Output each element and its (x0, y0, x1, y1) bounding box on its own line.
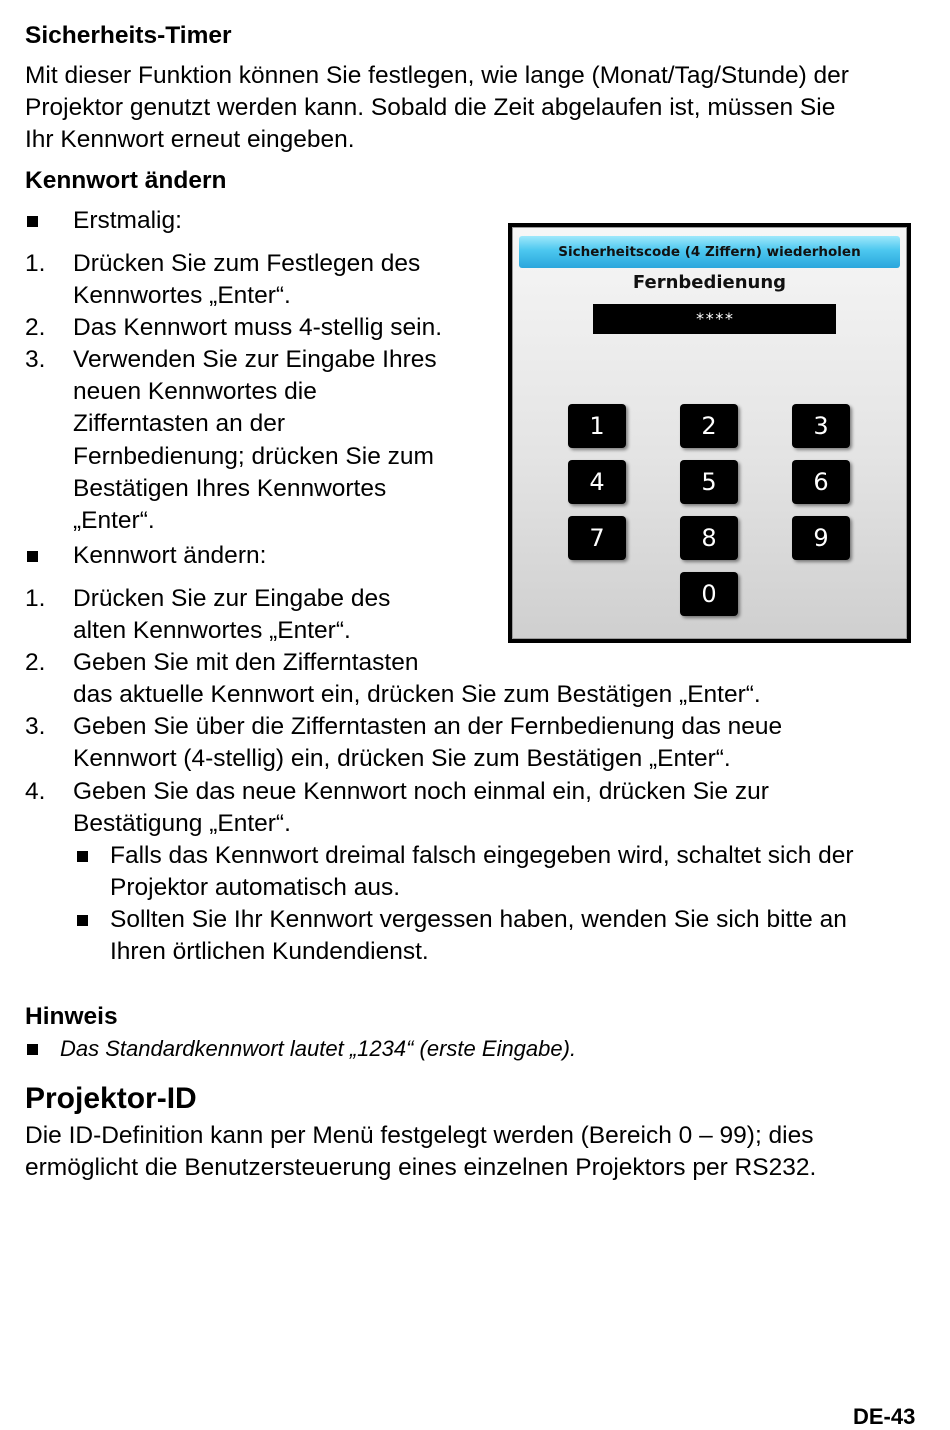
osd-dialog (512, 227, 907, 639)
timer-text-line: Projektor genutzt werden kann. Sobald die Zeit abgelaufen ist, müssen Sie (25, 94, 836, 121)
square-bullet-icon (77, 915, 88, 926)
osd-subtitle: Fernbedienung (632, 272, 787, 293)
step-number: 4. (25, 778, 46, 805)
timer-text-line: Mit dieser Funktion können Sie festlegen, wie lange (Monat/Tag/Stunde) der (25, 62, 849, 89)
projector-id-text-line: Die ID-Definition kann per Menü festgelegt werden (Bereich 0 – 99); dies (25, 1122, 814, 1149)
projector-id-heading: Projektor-ID (25, 1082, 197, 1115)
square-bullet-icon (77, 851, 88, 862)
hint-text: Das Standardkennwort lautet „1234“ (erste Eingabe). (60, 1036, 577, 1061)
step-text-line: Kennwort (4-stellig) ein, drücken Sie zum Bestätigen „Enter“. (73, 745, 731, 772)
password-osd-panel (508, 223, 911, 643)
osd-title: Sicherheitscode (4 Ziffern) wiederholen (519, 236, 900, 268)
step-text-line: alten Kennwortes „Enter“. (73, 617, 351, 644)
note-text-line: Falls das Kennwort dreimal falsch eingegeben wird, schaltet sich der (110, 842, 854, 869)
step-number: 2. (25, 314, 46, 341)
step-number: 1. (25, 585, 46, 612)
projector-id-text-line: ermöglicht die Benutzersteuerung eines einzelnen Projektors per RS232. (25, 1154, 817, 1181)
key-5-button[interactable]: 5 (680, 460, 738, 504)
step-text-line: Drücken Sie zum Festlegen des (73, 250, 421, 277)
key-1-button[interactable]: 1 (568, 404, 626, 448)
step-text-line: „Enter“. (73, 507, 155, 534)
step-text-line: das aktuelle Kennwort ein, drücken Sie zum Bestätigen „Enter“. (73, 681, 761, 708)
key-7-button[interactable]: 7 (568, 516, 626, 560)
step-text-line: Verwenden Sie zur Eingabe Ihres (73, 346, 437, 373)
timer-text-line: Ihr Kennwort erneut eingeben. (25, 126, 355, 153)
step-text-line: neuen Kennwortes die (73, 378, 317, 405)
square-bullet-icon (27, 216, 38, 227)
step-text-line: Geben Sie mit den Zifferntasten (73, 649, 419, 676)
key-2-button[interactable]: 2 (680, 404, 738, 448)
change-label: Kennwort ändern: (73, 542, 267, 569)
step-text-line: Kennwortes „Enter“. (73, 282, 291, 309)
hint-heading: Hinweis (25, 1003, 118, 1030)
step-text-line: Das Kennwort muss 4-stellig sein. (73, 314, 443, 341)
step-text-line: Geben Sie das neue Kennwort noch einmal ein, drücken Sie zur (73, 778, 769, 805)
page-number: DE-43 (853, 1404, 916, 1429)
key-4-button[interactable]: 4 (568, 460, 626, 504)
password-field[interactable]: **** (593, 304, 836, 334)
note-text-line: Sollten Sie Ihr Kennwort vergessen haben, wenden Sie sich bitte an (110, 906, 847, 933)
step-number: 3. (25, 346, 46, 373)
square-bullet-icon (27, 551, 38, 562)
step-number: 1. (25, 250, 46, 277)
key-6-button[interactable]: 6 (792, 460, 850, 504)
note-text-line: Projektor automatisch aus. (110, 874, 401, 901)
step-text-line: Zifferntasten an der (73, 410, 286, 437)
step-text-line: Geben Sie über die Zifferntasten an der Fernbedienung das neue (73, 713, 783, 740)
step-text-line: Bestätigung „Enter“. (73, 810, 291, 837)
section-heading-timer: Sicherheits-Timer (25, 22, 232, 49)
step-text-line: Fernbedienung; drücken Sie zum (73, 443, 434, 470)
step-number: 3. (25, 713, 46, 740)
key-0-button[interactable]: 0 (680, 572, 738, 616)
square-bullet-icon (27, 1044, 38, 1055)
key-9-button[interactable]: 9 (792, 516, 850, 560)
key-3-button[interactable]: 3 (792, 404, 850, 448)
step-text-line: Drücken Sie zur Eingabe des (73, 585, 391, 612)
note-text-line: Ihren örtlichen Kundendienst. (110, 938, 429, 965)
key-8-button[interactable]: 8 (680, 516, 738, 560)
step-number: 2. (25, 649, 46, 676)
step-text-line: Bestätigen Ihres Kennwortes (73, 475, 387, 502)
section-heading-password: Kennwort ändern (25, 167, 227, 194)
first-time-label: Erstmalig: (73, 207, 182, 234)
